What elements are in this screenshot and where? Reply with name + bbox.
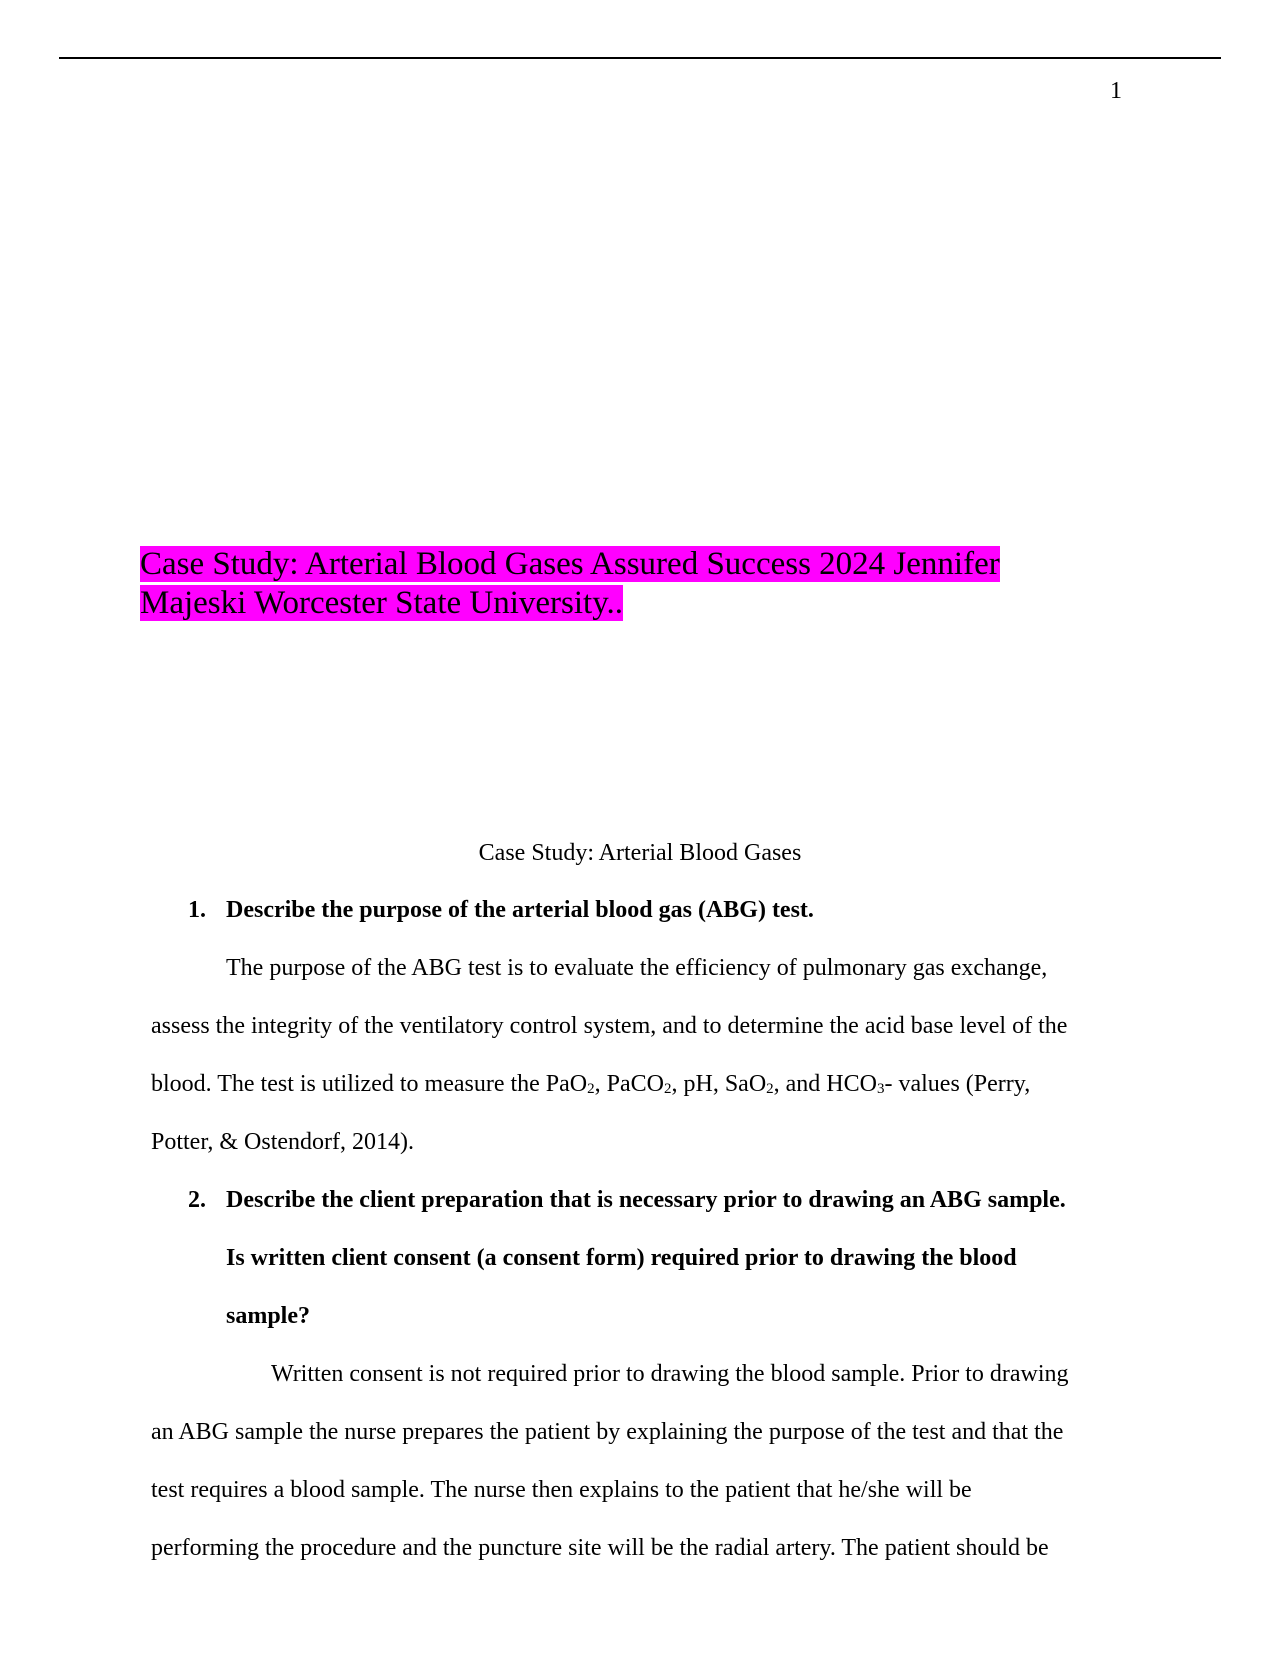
question-1-text: Describe the purpose of the arterial blood gas (ABG) test. bbox=[226, 897, 814, 923]
answer-2-line-1: Written consent is not required prior to drawing the blood sample. Prior to drawing bbox=[271, 1361, 1069, 1387]
answer-1-line-2: assess the integrity of the ventilatory control system, and to determine the acid base level of the bbox=[151, 1013, 1068, 1039]
subscript-3: 2 bbox=[766, 1081, 774, 1097]
subscript-2: 2 bbox=[663, 1081, 672, 1097]
question-2-line-1: Describe the client preparation that is necessary prior to drawing an ABG sample. bbox=[226, 1187, 1066, 1213]
subscript-1: 2 bbox=[587, 1081, 595, 1097]
answer-1-line-3-part-e: - values (Perry, bbox=[884, 1071, 1031, 1097]
answer-2-line-3: test requires a blood sample. The nurse then explains to the patient that he/she will be bbox=[151, 1477, 972, 1503]
question-1-number: 1. bbox=[188, 897, 206, 923]
question-2-number: 2. bbox=[188, 1187, 206, 1213]
question-2-line-3: sample? bbox=[226, 1303, 310, 1329]
banner-line-2: Majeski Worcester State University.. bbox=[140, 585, 624, 621]
question-2-line-2: Is written client consent (a consent form) required prior to drawing the blood bbox=[226, 1245, 1017, 1271]
page-number: 1 bbox=[1110, 78, 1122, 104]
answer-1-line-3 bbox=[151, 1069, 1030, 1099]
answer-1-line-1: The purpose of the ABG test is to evaluate the efficiency of pulmonary gas exchange, bbox=[226, 955, 1048, 981]
answer-1-line-3-part-a: blood. The test is utilized to measure the PaO bbox=[151, 1071, 588, 1097]
header-rule bbox=[59, 57, 1221, 59]
answer-1-line-3-part-c: , pH, SaO bbox=[671, 1071, 767, 1097]
banner-line-1: Case Study: Arterial Blood Gases Assured Success 2024 Jennifer bbox=[140, 546, 1000, 582]
answer-2-line-4: performing the procedure and the puncture site will be the radial artery. The patient should be bbox=[151, 1535, 1049, 1561]
document-title: Case Study: Arterial Blood Gases bbox=[478, 840, 802, 866]
answer-1-line-4: Potter, & Ostendorf, 2014). bbox=[151, 1129, 415, 1155]
subscript-4: 3 bbox=[876, 1081, 885, 1097]
highlighted-banner bbox=[140, 545, 1070, 623]
answer-1-line-3-part-d: , and HCO bbox=[773, 1071, 877, 1097]
answer-1-line-3-part-b: , PaCO bbox=[594, 1071, 664, 1097]
answer-2-line-2: an ABG sample the nurse prepares the patient by explaining the purpose of the test and that the bbox=[151, 1419, 1064, 1445]
